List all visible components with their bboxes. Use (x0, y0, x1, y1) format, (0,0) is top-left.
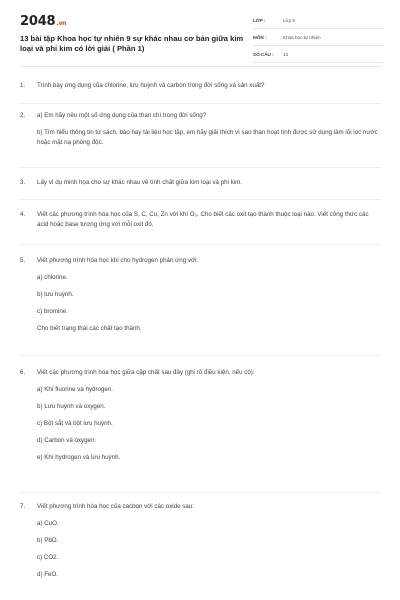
question-option: c) bromine. (37, 308, 68, 315)
question-divider (20, 103, 382, 104)
question-4 (20, 210, 380, 230)
question-option: c) CO2. (37, 554, 59, 561)
question-3 (20, 178, 380, 188)
meta-value: Lớp 9 (283, 17, 295, 23)
question-text: Viết các phương trình hóa học giữa cặp chất sau đây (ghi rõ điều kiện, nếu có): (37, 369, 255, 376)
question-body (37, 81, 380, 91)
question-text: Viết phương trình hóa học của cacbon với các oxide sau: (37, 503, 194, 510)
question-body (37, 368, 380, 463)
question-option: a) chlorine. (37, 274, 68, 281)
question-text: Trình bày ứng dụng của chlorine, lưu huỳnh và carbon trong đời sống và sản xuất? (37, 82, 265, 89)
question-5 (20, 256, 380, 334)
question-option: b) lưu huỳnh. (37, 291, 74, 298)
document-title: 13 bài tập Khoa học tự nhiên 9 sự khác nhau cơ bản giữa kim loại và phi kim có lời giải ( Phần 1) (20, 34, 244, 54)
question-option: e) Khí hydrogen và lưu huỳnh. (37, 454, 121, 461)
question-number: 4. (20, 211, 26, 218)
question-divider (20, 355, 382, 356)
question-text: a) Em hãy nêu một số ứng dụng của than chì trong đời sống? (37, 112, 207, 119)
logo-text: 2048 (20, 14, 56, 29)
question-1 (20, 81, 380, 91)
meta-label: LỚP : (253, 17, 266, 23)
logo-suffix: .vn (56, 20, 67, 27)
question-text: Lấy ví dụ minh họa cho sự khác nhau về tính chất giữa kim loại và phi kim. (37, 179, 243, 186)
question-2 (20, 111, 380, 148)
meta-value: 13 (283, 51, 289, 57)
question-body (37, 256, 380, 334)
question-body (37, 178, 380, 188)
question-number: 2. (20, 112, 26, 119)
meta-row-count (253, 46, 383, 63)
question-option: b) PbO. (37, 537, 59, 544)
question-body (37, 111, 380, 148)
question-text: Viết phương trình hóa học khi cho hydrogen phản ứng với: (37, 257, 199, 264)
question-option: d) FeO. (37, 571, 58, 578)
header-divider (20, 66, 382, 67)
question-option: b) Lưu huỳnh và oxygen. (37, 403, 106, 410)
meta-label: SỐ CÂU : (253, 51, 274, 57)
question-number: 5. (20, 257, 26, 264)
meta-table (253, 12, 383, 63)
question-text: Cho biết trạng thái các chất tạo thành. (37, 325, 142, 332)
question-number: 6. (20, 369, 26, 376)
question-body (37, 502, 380, 580)
question-6 (20, 368, 380, 463)
question-divider (20, 199, 382, 200)
meta-row-class (253, 12, 383, 29)
question-option: a) Khí fluorine và hydrogen. (37, 386, 114, 393)
meta-value: Khoa học tự nhiên (283, 34, 321, 40)
meta-label: MÔN : (253, 34, 267, 40)
question-option: a) CuO. (37, 520, 59, 527)
question-number: 7. (20, 503, 26, 510)
question-number: 1. (20, 82, 26, 89)
question-option: c) Bột sắt và bột lưu huỳnh. (37, 420, 113, 427)
question-divider (20, 167, 382, 168)
question-text: Viết các phương trình hóa học của S, C, Cu, Zn với khí O₂. Cho biết các oxit tạo thành thuộc loại nào. Viết công thức các acid hoặc base tương ứng với mỗi oxit đó. (37, 211, 369, 228)
question-divider (20, 492, 382, 493)
question-text: b) Tìm hiểu thông tin từ sách, báo hay tài liệu học tập, em hãy giải thích vì sao than hoạt tính được sử dụng làm lõi lọc nước hoặc mặt nạ phòng độc. (37, 129, 378, 146)
question-number: 3. (20, 179, 26, 186)
question-7 (20, 502, 380, 580)
question-option: d) Carbon và oxygen. (37, 437, 97, 444)
question-divider (20, 244, 382, 245)
meta-row-subject (253, 29, 383, 46)
site-logo[interactable] (20, 14, 66, 29)
question-body (37, 210, 380, 230)
